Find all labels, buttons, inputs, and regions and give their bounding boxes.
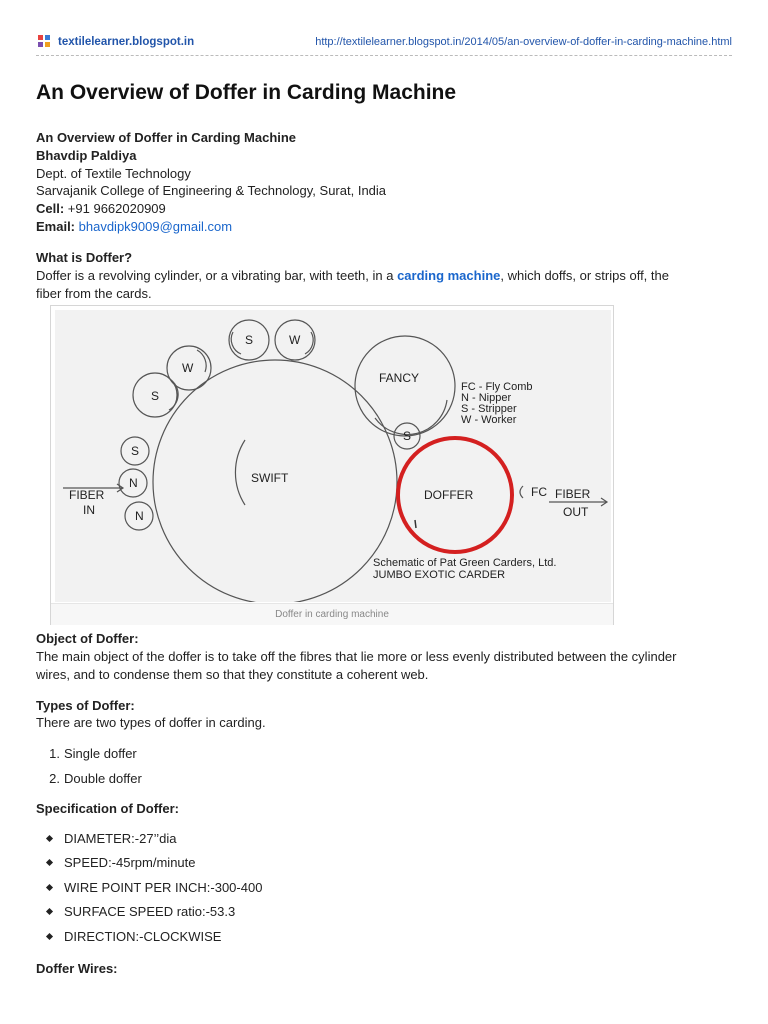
spec-wire-point: WIRE POINT PER INCH:-300-400 — [64, 880, 263, 895]
email-label: Email: — [36, 219, 76, 234]
doffer-mark — [415, 520, 416, 528]
legend-fly-comb: FC - Fly Comb — [461, 381, 533, 393]
what-is-text-line2: fiber from the cards. — [36, 286, 152, 301]
label-fc: FC — [531, 485, 547, 499]
schematic-credit-1: Schematic of Pat Green Carders, Ltd. — [373, 557, 557, 569]
author-dept: Dept. of Textile Technology — [36, 166, 191, 181]
types-item-double: Double doffer — [64, 771, 142, 786]
carding-schematic — [55, 310, 611, 602]
types-item-number-2: 2. — [49, 771, 60, 786]
page-header — [36, 30, 732, 56]
doffer-figure — [50, 305, 614, 625]
email-link[interactable]: bhavdipk9009@gmail.com — [78, 219, 233, 234]
bullet-icon — [46, 884, 53, 891]
cell-label: Cell: — [36, 201, 65, 216]
spec-speed: SPEED:-45rpm/minute — [64, 855, 196, 870]
bullet-icon — [46, 933, 53, 940]
bullet-icon — [46, 859, 53, 866]
figure-caption: Doffer in carding machine — [51, 603, 613, 625]
article-subtitle: An Overview of Doffer in Carding Machine — [36, 130, 297, 145]
label-fiber-in-1: FIBER — [69, 488, 105, 502]
label-feed-n2: N — [135, 509, 144, 523]
spec-diameter: DIAMETER:-27’’dia — [64, 831, 177, 846]
types-item-number-1: 1. — [49, 746, 60, 761]
label-left-w: W — [182, 361, 194, 375]
label-feed-n1: N — [129, 476, 138, 490]
label-fancy: FANCY — [379, 371, 420, 385]
wires-heading: Doffer Wires: — [36, 961, 118, 976]
object-heading: Object of Doffer: — [36, 631, 139, 646]
what-is-text-part1: Doffer is a revolving cylinder, or a vibrating bar, with teeth, in a — [36, 268, 398, 283]
author-email — [36, 218, 232, 235]
what-is-text — [36, 267, 669, 284]
pinwheel-logo-icon — [36, 33, 52, 49]
label-fiber-out-2: OUT — [563, 505, 589, 519]
legend-worker: W - Worker — [461, 414, 517, 426]
object-text-line2: wires, and to condense them so that they constitute a coherent web. — [36, 667, 429, 682]
label-doffer: DOFFER — [424, 488, 474, 502]
label-feed-s: S — [131, 444, 140, 458]
bullet-icon — [46, 835, 53, 842]
types-intro: There are two types of doffer in carding. — [36, 715, 266, 730]
cell-value: +91 9662020909 — [67, 201, 166, 216]
label-top-s: S — [245, 333, 254, 347]
page-title: An Overview of Doffer in Carding Machine — [36, 81, 457, 104]
label-fiber-in-2: IN — [83, 503, 95, 517]
label-fiber-out-1: FIBER — [555, 487, 591, 501]
label-swift: SWIFT — [251, 471, 289, 485]
site-name-link[interactable]: textilelearner.blogspot.in — [58, 36, 195, 48]
label-left-s: S — [151, 389, 160, 403]
types-item-single: Single doffer — [64, 746, 137, 761]
label-doffer-s: S — [403, 429, 412, 443]
author-cell — [36, 200, 166, 217]
author-name: Bhavdip Paldiya — [36, 148, 137, 163]
types-heading: Types of Doffer: — [36, 698, 135, 713]
spec-surface-speed: SURFACE SPEED ratio:-53.3 — [64, 904, 236, 919]
spec-heading: Specification of Doffer: — [36, 801, 180, 816]
object-text-line1: The main object of the doffer is to take off the fibres that lie more or less evenly distributed between the cylinder — [36, 649, 677, 664]
legend-stripper: S - Stripper — [461, 403, 517, 415]
what-is-text-part2: , which doffs, or strips off, the — [500, 268, 669, 283]
legend-nipper: N - Nipper — [461, 392, 512, 404]
bullet-icon — [46, 908, 53, 915]
carding-machine-link[interactable]: carding machine — [397, 268, 501, 283]
schematic-credit-2: JUMBO EXOTIC CARDER — [373, 569, 506, 581]
what-is-heading: What is Doffer? — [36, 250, 133, 265]
label-top-w: W — [289, 333, 301, 347]
page-url-link[interactable]: http://textilelearner.blogspot.in/2014/05/an-overview-of-doffer-in-carding-machine.html — [315, 36, 732, 48]
author-college: Sarvajanik College of Engineering & Technology, Surat, India — [36, 183, 387, 198]
spec-direction: DIRECTION:-CLOCKWISE — [64, 929, 222, 944]
